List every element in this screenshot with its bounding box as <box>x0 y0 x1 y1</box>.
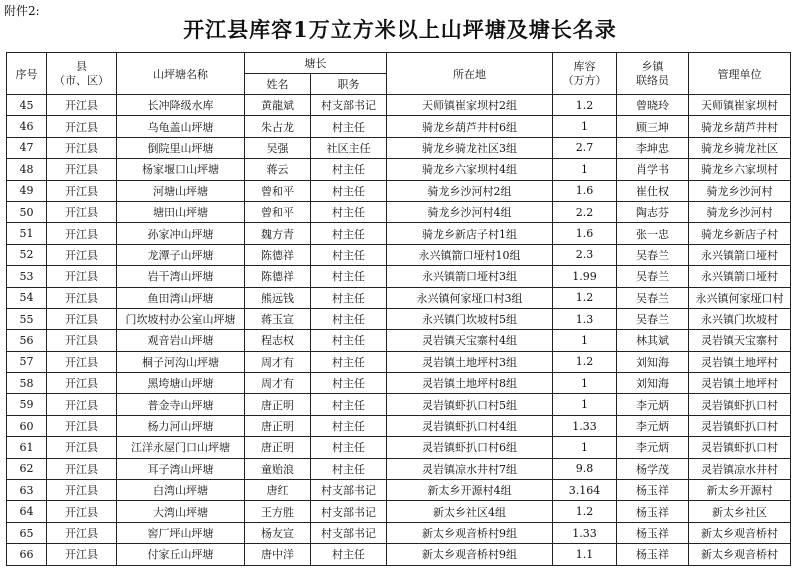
cell-liaison: 吴春兰 <box>617 308 689 329</box>
table-row <box>7 266 791 287</box>
cell-pond-name: 普金寺山坪塘 <box>117 394 245 415</box>
cell-location: 新太乡开源村4组 <box>387 480 553 501</box>
cell-management-unit: 灵岩镇天宝寨村 <box>689 330 791 351</box>
cell-management-unit: 永兴镇箭口垭村 <box>689 244 791 265</box>
cell-seq: 53 <box>7 266 47 287</box>
cell-liaison: 李元炳 <box>617 415 689 436</box>
cell-seq: 47 <box>7 137 47 158</box>
table-row <box>7 458 791 479</box>
table-row <box>7 159 791 180</box>
table-row <box>7 330 791 351</box>
cell-management-unit: 天师镇崔家坝村 <box>689 95 791 116</box>
table-row <box>7 415 791 436</box>
cell-capacity: 1.2 <box>553 351 617 372</box>
cell-seq: 66 <box>7 544 47 565</box>
cell-location: 骑龙乡新店子村1组 <box>387 223 553 244</box>
attachment-label: 附件2: <box>4 4 40 18</box>
cell-location: 新太乡社区4组 <box>387 501 553 522</box>
cell-chief-name: 朱占龙 <box>245 116 311 137</box>
cell-pond-name: 大湾山坪塘 <box>117 501 245 522</box>
cell-seq: 65 <box>7 522 47 543</box>
table-row <box>7 373 791 394</box>
cell-location: 灵岩镇虾扒口村6组 <box>387 437 553 458</box>
cell-location: 骑龙乡沙河村4组 <box>387 201 553 222</box>
cell-liaison: 曾晓玲 <box>617 95 689 116</box>
cell-pond-name: 孙家冲山坪塘 <box>117 223 245 244</box>
cell-chief-name: 曾和平 <box>245 180 311 201</box>
cell-chief-name: 蒋玉宣 <box>245 308 311 329</box>
cell-chief-post: 村主任 <box>311 116 387 137</box>
cell-liaison: 陶志芬 <box>617 201 689 222</box>
cell-chief-post: 村主任 <box>311 458 387 479</box>
table-row <box>7 287 791 308</box>
table-row <box>7 437 791 458</box>
cell-capacity: 1.6 <box>553 223 617 244</box>
cell-chief-name: 唐正明 <box>245 415 311 436</box>
cell-management-unit: 骑龙乡沙河村 <box>689 201 791 222</box>
cell-location: 灵岩镇天宝寨村4组 <box>387 330 553 351</box>
table-row <box>7 351 791 372</box>
cell-capacity: 1.33 <box>553 522 617 543</box>
cell-capacity: 2.3 <box>553 244 617 265</box>
cell-management-unit: 灵岩镇虾扒口村 <box>689 394 791 415</box>
cell-pond-name: 乌龟盖山坪塘 <box>117 116 245 137</box>
cell-chief-post: 村支部书记 <box>311 501 387 522</box>
cell-county: 开江县 <box>47 159 117 180</box>
cell-location: 永兴镇箭口垭村10组 <box>387 244 553 265</box>
cell-capacity: 1 <box>553 437 617 458</box>
table-row <box>7 116 791 137</box>
cell-chief-name: 童贻浪 <box>245 458 311 479</box>
cell-pond-name: 白湾山坪塘 <box>117 480 245 501</box>
cell-pond-name: 龙潭子山坪塘 <box>117 244 245 265</box>
cell-capacity: 1.2 <box>553 287 617 308</box>
cell-management-unit: 永兴镇门坎坡村 <box>689 308 791 329</box>
cell-chief-post: 村主任 <box>311 437 387 458</box>
cell-liaison: 杨玉祥 <box>617 522 689 543</box>
cell-chief-name: 唐红 <box>245 480 311 501</box>
cell-chief-post: 村主任 <box>311 201 387 222</box>
cell-county: 开江县 <box>47 501 117 522</box>
cell-pond-name: 长冲降级水库 <box>117 95 245 116</box>
cell-location: 永兴镇何家垭口村3组 <box>387 287 553 308</box>
cell-chief-post: 村主任 <box>311 544 387 565</box>
cell-capacity: 1.3 <box>553 308 617 329</box>
cell-management-unit: 灵岩镇凉水井村 <box>689 458 791 479</box>
cell-county: 开江县 <box>47 244 117 265</box>
cell-liaison: 刘知海 <box>617 373 689 394</box>
cell-liaison: 顾三坤 <box>617 116 689 137</box>
cell-management-unit: 新太乡观音桥村 <box>689 522 791 543</box>
table-row <box>7 480 791 501</box>
cell-liaison: 李元炳 <box>617 394 689 415</box>
cell-liaison: 肖学书 <box>617 159 689 180</box>
cell-capacity: 1.2 <box>553 95 617 116</box>
cell-liaison: 林其斌 <box>617 330 689 351</box>
cell-chief-post: 村支部书记 <box>311 522 387 543</box>
cell-chief-name: 曾和平 <box>245 201 311 222</box>
cell-location: 永兴镇箭口垭村3组 <box>387 266 553 287</box>
cell-chief-post: 村支部书记 <box>311 95 387 116</box>
header-capacity <box>553 53 617 95</box>
cell-county: 开江县 <box>47 458 117 479</box>
cell-pond-name: 塘田山坪塘 <box>117 201 245 222</box>
cell-chief-name: 杨友宣 <box>245 522 311 543</box>
cell-county: 开江县 <box>47 287 117 308</box>
cell-chief-name: 魏方青 <box>245 223 311 244</box>
cell-pond-name: 河塘山坪塘 <box>117 180 245 201</box>
cell-county: 开江县 <box>47 522 117 543</box>
header-location: 所在地 <box>387 53 553 95</box>
cell-seq: 61 <box>7 437 47 458</box>
cell-chief-post: 村主任 <box>311 308 387 329</box>
cell-chief-post: 村主任 <box>311 373 387 394</box>
cell-capacity: 2.2 <box>553 201 617 222</box>
cell-chief-post: 村主任 <box>311 180 387 201</box>
cell-county: 开江县 <box>47 437 117 458</box>
cell-chief-name: 唐正明 <box>245 437 311 458</box>
table-row <box>7 137 791 158</box>
cell-capacity: 1 <box>553 373 617 394</box>
cell-location: 新太乡观音桥村9组 <box>387 522 553 543</box>
cell-chief-post: 村主任 <box>311 394 387 415</box>
cell-liaison: 杨玉祥 <box>617 480 689 501</box>
cell-chief-post: 村主任 <box>311 266 387 287</box>
cell-location: 天师镇崔家坝村2组 <box>387 95 553 116</box>
cell-chief-name: 蒋云 <box>245 159 311 180</box>
table-row <box>7 201 791 222</box>
cell-county: 开江县 <box>47 137 117 158</box>
cell-management-unit: 永兴镇箭口垭村 <box>689 266 791 287</box>
cell-pond-name: 桐子河沟山坪塘 <box>117 351 245 372</box>
cell-location: 骑龙乡六家坝村4组 <box>387 159 553 180</box>
table-body <box>7 95 791 566</box>
cell-management-unit: 灵岩镇虾扒口村 <box>689 437 791 458</box>
cell-county: 开江县 <box>47 308 117 329</box>
table-row <box>7 522 791 543</box>
cell-location: 新太乡观音桥村9组 <box>387 544 553 565</box>
cell-seq: 52 <box>7 244 47 265</box>
cell-capacity: 1 <box>553 394 617 415</box>
cell-location: 骑龙乡沙河村2组 <box>387 180 553 201</box>
cell-liaison: 李坤忠 <box>617 137 689 158</box>
cell-county: 开江县 <box>47 201 117 222</box>
cell-pond-name: 窖厂坪山坪塘 <box>117 522 245 543</box>
cell-capacity: 1 <box>553 330 617 351</box>
cell-pond-name: 倒院里山坪塘 <box>117 137 245 158</box>
cell-chief-post: 村主任 <box>311 223 387 244</box>
cell-county: 开江县 <box>47 330 117 351</box>
cell-seq: 55 <box>7 308 47 329</box>
cell-pond-name: 付家丘山坪塘 <box>117 544 245 565</box>
cell-seq: 50 <box>7 201 47 222</box>
cell-seq: 48 <box>7 159 47 180</box>
cell-pond-name: 江洋永屋门口山坪塘 <box>117 437 245 458</box>
cell-liaison: 吴春兰 <box>617 266 689 287</box>
cell-location: 永兴镇门坎坡村5组 <box>387 308 553 329</box>
table-row <box>7 308 791 329</box>
header-capacity-line2: （万方） <box>562 73 607 87</box>
cell-county: 开江县 <box>47 480 117 501</box>
cell-management-unit: 骑龙乡沙河村 <box>689 180 791 201</box>
cell-management-unit: 新太乡观音桥村 <box>689 544 791 565</box>
cell-capacity: 1.1 <box>553 544 617 565</box>
header-chief: 塘长 <box>245 53 387 74</box>
cell-chief-name: 周才有 <box>245 351 311 372</box>
cell-liaison: 刘知海 <box>617 351 689 372</box>
cell-chief-name: 熊远钱 <box>245 287 311 308</box>
cell-chief-post: 村主任 <box>311 351 387 372</box>
cell-seq: 56 <box>7 330 47 351</box>
table-row <box>7 544 791 565</box>
cell-chief-post: 村主任 <box>311 415 387 436</box>
cell-chief-name: 唐中洋 <box>245 544 311 565</box>
cell-seq: 54 <box>7 287 47 308</box>
table-row <box>7 180 791 201</box>
cell-capacity: 1 <box>553 159 617 180</box>
cell-county: 开江县 <box>47 394 117 415</box>
cell-management-unit: 骑龙乡六家坝村 <box>689 159 791 180</box>
cell-seq: 46 <box>7 116 47 137</box>
header-county-line1: 县 <box>76 59 87 73</box>
cell-capacity: 1 <box>553 116 617 137</box>
cell-county: 开江县 <box>47 373 117 394</box>
cell-management-unit: 新太乡社区 <box>689 501 791 522</box>
cell-liaison: 张一忠 <box>617 223 689 244</box>
cell-management-unit: 骑龙乡新店子村 <box>689 223 791 244</box>
table-row <box>7 394 791 415</box>
header-liaison <box>617 53 689 95</box>
cell-management-unit: 永兴镇何家垭口村 <box>689 287 791 308</box>
cell-county: 开江县 <box>47 223 117 244</box>
cell-pond-name: 杨力河山坪塘 <box>117 415 245 436</box>
cell-chief-name: 程志权 <box>245 330 311 351</box>
cell-pond-name: 杨家堰口山坪塘 <box>117 159 245 180</box>
cell-chief-post: 村主任 <box>311 244 387 265</box>
header-management-unit: 管理单位 <box>689 53 791 95</box>
cell-liaison: 杨玉祥 <box>617 501 689 522</box>
cell-location: 骑龙乡骑龙社区3组 <box>387 137 553 158</box>
header-county <box>47 53 117 95</box>
cell-chief-post: 社区主任 <box>311 137 387 158</box>
cell-seq: 64 <box>7 501 47 522</box>
cell-location: 灵岩镇土地坪村8组 <box>387 373 553 394</box>
cell-liaison: 杨学茂 <box>617 458 689 479</box>
cell-pond-name: 鱼田湾山坪塘 <box>117 287 245 308</box>
header-county-line2: （市、区） <box>54 73 109 87</box>
cell-seq: 51 <box>7 223 47 244</box>
cell-management-unit: 骑龙乡葫芦井村 <box>689 116 791 137</box>
cell-seq: 49 <box>7 180 47 201</box>
document-title: 开江县库容1万立方米以上山坪塘及塘长名录 <box>183 17 617 42</box>
cell-county: 开江县 <box>47 95 117 116</box>
header-pond-name: 山坪塘名称 <box>117 53 245 95</box>
cell-management-unit: 骑龙乡骑龙社区 <box>689 137 791 158</box>
cell-location: 灵岩镇凉水井村7组 <box>387 458 553 479</box>
cell-seq: 62 <box>7 458 47 479</box>
cell-chief-name: 周才有 <box>245 373 311 394</box>
header-liaison-line2: 联络员 <box>636 73 669 87</box>
cell-chief-post: 村主任 <box>311 330 387 351</box>
cell-chief-name: 王方胜 <box>245 501 311 522</box>
cell-chief-name: 黄龍斌 <box>245 95 311 116</box>
cell-management-unit: 新太乡开源村 <box>689 480 791 501</box>
cell-capacity: 1.2 <box>553 501 617 522</box>
cell-county: 开江县 <box>47 544 117 565</box>
cell-location: 灵岩镇虾扒口村4组 <box>387 415 553 436</box>
cell-liaison: 吴春兰 <box>617 244 689 265</box>
cell-chief-name: 唐正明 <box>245 394 311 415</box>
cell-management-unit: 灵岩镇虾扒口村 <box>689 415 791 436</box>
cell-pond-name: 岩干湾山坪塘 <box>117 266 245 287</box>
cell-chief-name: 吴强 <box>245 137 311 158</box>
table-row <box>7 244 791 265</box>
cell-pond-name: 门坎坡村办公室山坪塘 <box>117 308 245 329</box>
header-seq: 序号 <box>7 53 47 95</box>
cell-capacity: 1.99 <box>553 266 617 287</box>
cell-pond-name: 观音岩山坪塘 <box>117 330 245 351</box>
cell-seq: 59 <box>7 394 47 415</box>
cell-county: 开江县 <box>47 351 117 372</box>
header-chief-name: 姓名 <box>245 74 311 95</box>
cell-liaison: 杨玉祥 <box>617 544 689 565</box>
cell-seq: 45 <box>7 95 47 116</box>
cell-seq: 60 <box>7 415 47 436</box>
table-row <box>7 223 791 244</box>
cell-management-unit: 灵岩镇土地坪村 <box>689 373 791 394</box>
cell-pond-name: 耳子湾山坪塘 <box>117 458 245 479</box>
cell-county: 开江县 <box>47 415 117 436</box>
header-liaison-line1: 乡镇 <box>641 59 664 73</box>
cell-county: 开江县 <box>47 180 117 201</box>
cell-capacity: 2.7 <box>553 137 617 158</box>
cell-location: 骑龙乡葫芦井村6组 <box>387 116 553 137</box>
cell-seq: 58 <box>7 373 47 394</box>
header-capacity-line1: 库容 <box>573 59 596 73</box>
cell-capacity: 9.8 <box>553 458 617 479</box>
cell-chief-post: 村主任 <box>311 159 387 180</box>
cell-liaison: 崔仕权 <box>617 180 689 201</box>
cell-location: 灵岩镇土地坪村3组 <box>387 351 553 372</box>
table-row <box>7 95 791 116</box>
cell-chief-name: 陈德祥 <box>245 244 311 265</box>
cell-seq: 63 <box>7 480 47 501</box>
cell-chief-post: 村支部书记 <box>311 480 387 501</box>
cell-chief-name: 陈德祥 <box>245 266 311 287</box>
cell-seq: 57 <box>7 351 47 372</box>
cell-capacity: 1.6 <box>553 180 617 201</box>
cell-liaison: 李元炳 <box>617 437 689 458</box>
cell-pond-name: 黑垮塘山坪塘 <box>117 373 245 394</box>
pond-roster-table <box>6 52 791 566</box>
cell-capacity: 1.33 <box>553 415 617 436</box>
table-row <box>7 501 791 522</box>
cell-county: 开江县 <box>47 266 117 287</box>
cell-capacity: 3.164 <box>553 480 617 501</box>
cell-location: 灵岩镇虾扒口村5组 <box>387 394 553 415</box>
header-chief-post: 职务 <box>311 74 387 95</box>
cell-chief-post: 村主任 <box>311 287 387 308</box>
cell-county: 开江县 <box>47 116 117 137</box>
cell-management-unit: 灵岩镇土地坪村 <box>689 351 791 372</box>
cell-liaison: 吴春兰 <box>617 287 689 308</box>
